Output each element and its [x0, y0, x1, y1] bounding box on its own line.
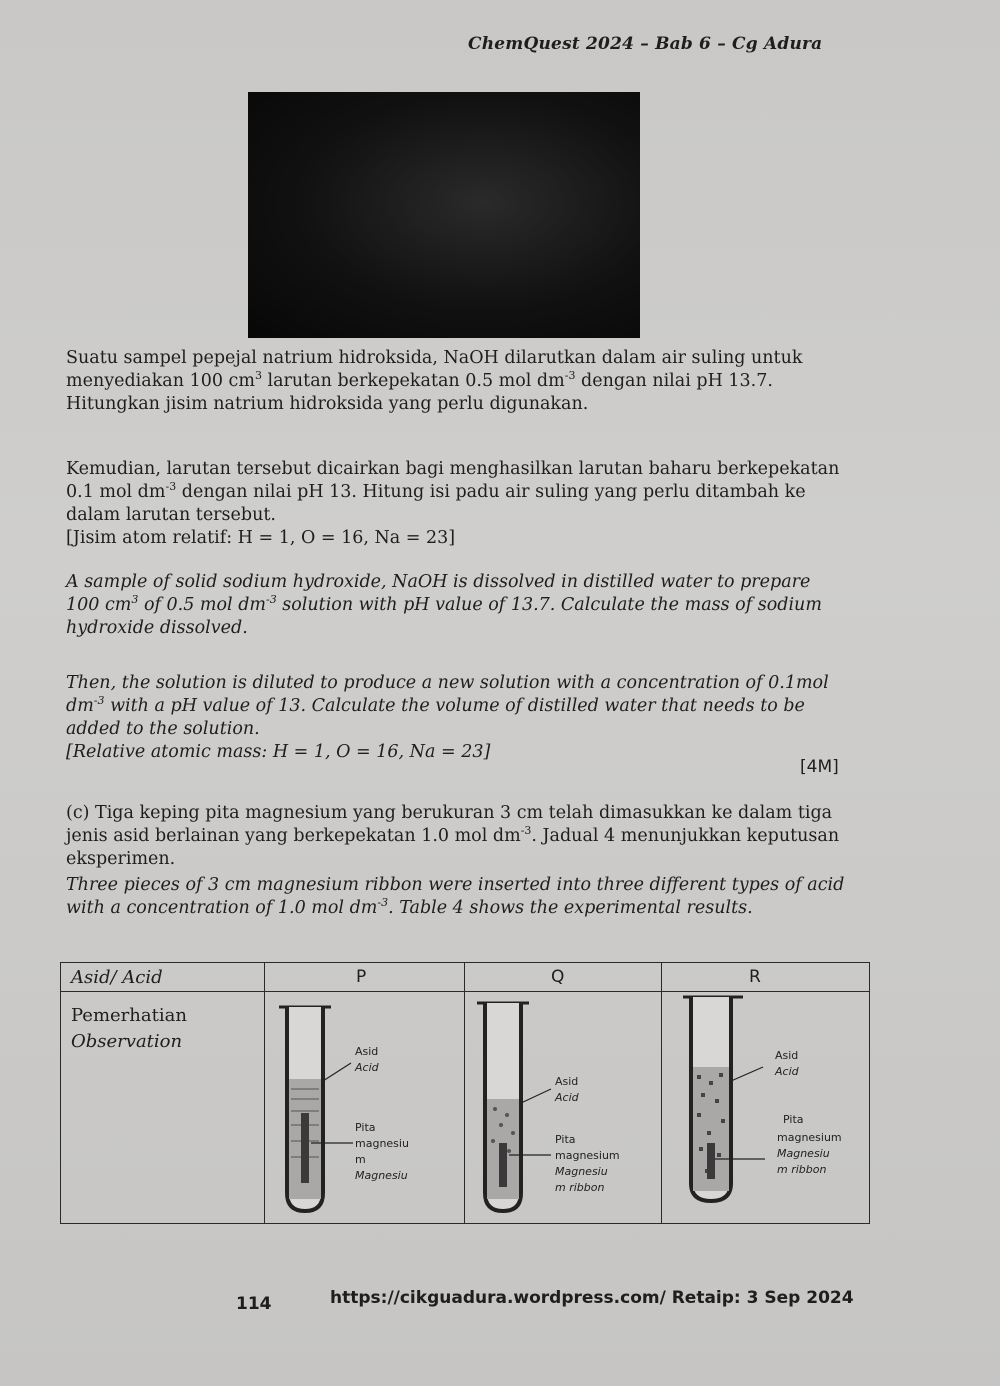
label-acid-english: Acid	[555, 1091, 579, 1104]
experiment-photo	[248, 92, 640, 338]
part-c-english: Three pieces of 3 cm magnesium ribbon were inserted into three different types of acid with a concentration of 1.0 mol $dm^{-3}$. Table 4 shows the experimental results.	[66, 875, 845, 918]
label-acid-english: Acid	[775, 1065, 799, 1078]
table-divider	[464, 963, 465, 1223]
row-head-observation-english: Observation	[71, 1031, 183, 1052]
label-ribbon-malay: Pita	[555, 1133, 576, 1146]
label-ribbon-q-english2: m ribbon	[555, 1181, 605, 1194]
label-ribbon-malay: Pita	[355, 1121, 376, 1134]
marks-label: [4M]	[800, 757, 839, 777]
label-ribbon-q: magnesium	[555, 1149, 620, 1162]
question-english-1: A sample of solid sodium hydroxide, NaOH is dissolved in distilled water to prepare 100 $cm^3$ of 0.5 mol $dm^{-3}$ solution with pH value of 13.7. Calculate the mass of sodium hydroxide dissolved.	[66, 572, 822, 638]
footer-url: https://cikguadura.wordpress.com/ Retaip: 3 Sep 2024	[330, 1288, 854, 1308]
label-acid-malay: Asid	[555, 1075, 579, 1088]
label-ribbon-r: magnesium	[777, 1131, 842, 1144]
col-head-r: R	[749, 967, 761, 987]
label-ribbon-p-english: Magnesiu	[355, 1169, 408, 1182]
row-head-observation-malay: Pemerhatian	[71, 1005, 187, 1026]
label-ribbon-p2: m	[355, 1153, 366, 1166]
question-english-2: Then, the solution is diluted to produce a new solution with a concentration of 0.1mol $dm^{-3}$ with a pH value of 13. Calculate the volume of distilled water that needs to be added to the solution. [Relative atomic mass: H = 1, O = 16, Na = 23]	[66, 673, 829, 762]
test-tube-p	[271, 993, 461, 1221]
label-ribbon-p: magnesiu	[355, 1137, 409, 1150]
question-malay-2: Kemudian, larutan tersebut dicairkan bagi menghasilkan larutan baharu berkepekatan 0.1 mol $dm^{-3}$ dengan nilai pH 13. Hitung isi padu air suling yang perlu ditambah ke dalam larutan tersebut. [Jisim atom relatif: H = 1, O = 16, Na = 23]	[66, 459, 840, 548]
part-c-malay: (c) Tiga keping pita magnesium yang berukuran 3 cm telah dimasukkan ke dalam tiga jenis asid berlainan yang berkepekatan 1.0 mol $dm^{-3}$. Jadual 4 menunjukkan keputusan eksperimen.	[66, 803, 840, 869]
page-number: 114	[236, 1294, 272, 1314]
label-acid-malay: Asid	[355, 1045, 379, 1058]
label-acid-malay: Asid	[775, 1049, 799, 1062]
test-tube-r	[667, 993, 867, 1221]
label-ribbon-r-english2: m ribbon	[777, 1163, 827, 1176]
col-head-q: Q	[551, 967, 565, 987]
label-ribbon-q-english: Magnesiu	[555, 1165, 608, 1178]
label-ribbon-r-english: Magnesiu	[777, 1147, 830, 1160]
table-divider	[264, 963, 265, 1223]
question-malay-1: Suatu sampel pepejal natrium hidroksida, NaOH dilarutkan dalam air suling untuk menyediakan 100 $cm^3$ larutan berkepekatan 0.5 mol $dm^{-3}$ dengan nilai pH 13.7. Hitungkan jisim natrium hidroksida yang perlu digunakan.	[66, 348, 803, 414]
label-acid-english: Acid	[355, 1061, 379, 1074]
test-tube-q	[473, 993, 663, 1221]
table-header-row	[61, 963, 869, 992]
row-head-acid: Asid/ Acid	[71, 967, 163, 988]
page-header: ChemQuest 2024 – Bab 6 – Cg Adura	[468, 34, 823, 54]
label-ribbon-malay: Pita	[783, 1113, 804, 1126]
col-head-p: P	[356, 967, 367, 987]
results-table	[60, 962, 870, 1224]
